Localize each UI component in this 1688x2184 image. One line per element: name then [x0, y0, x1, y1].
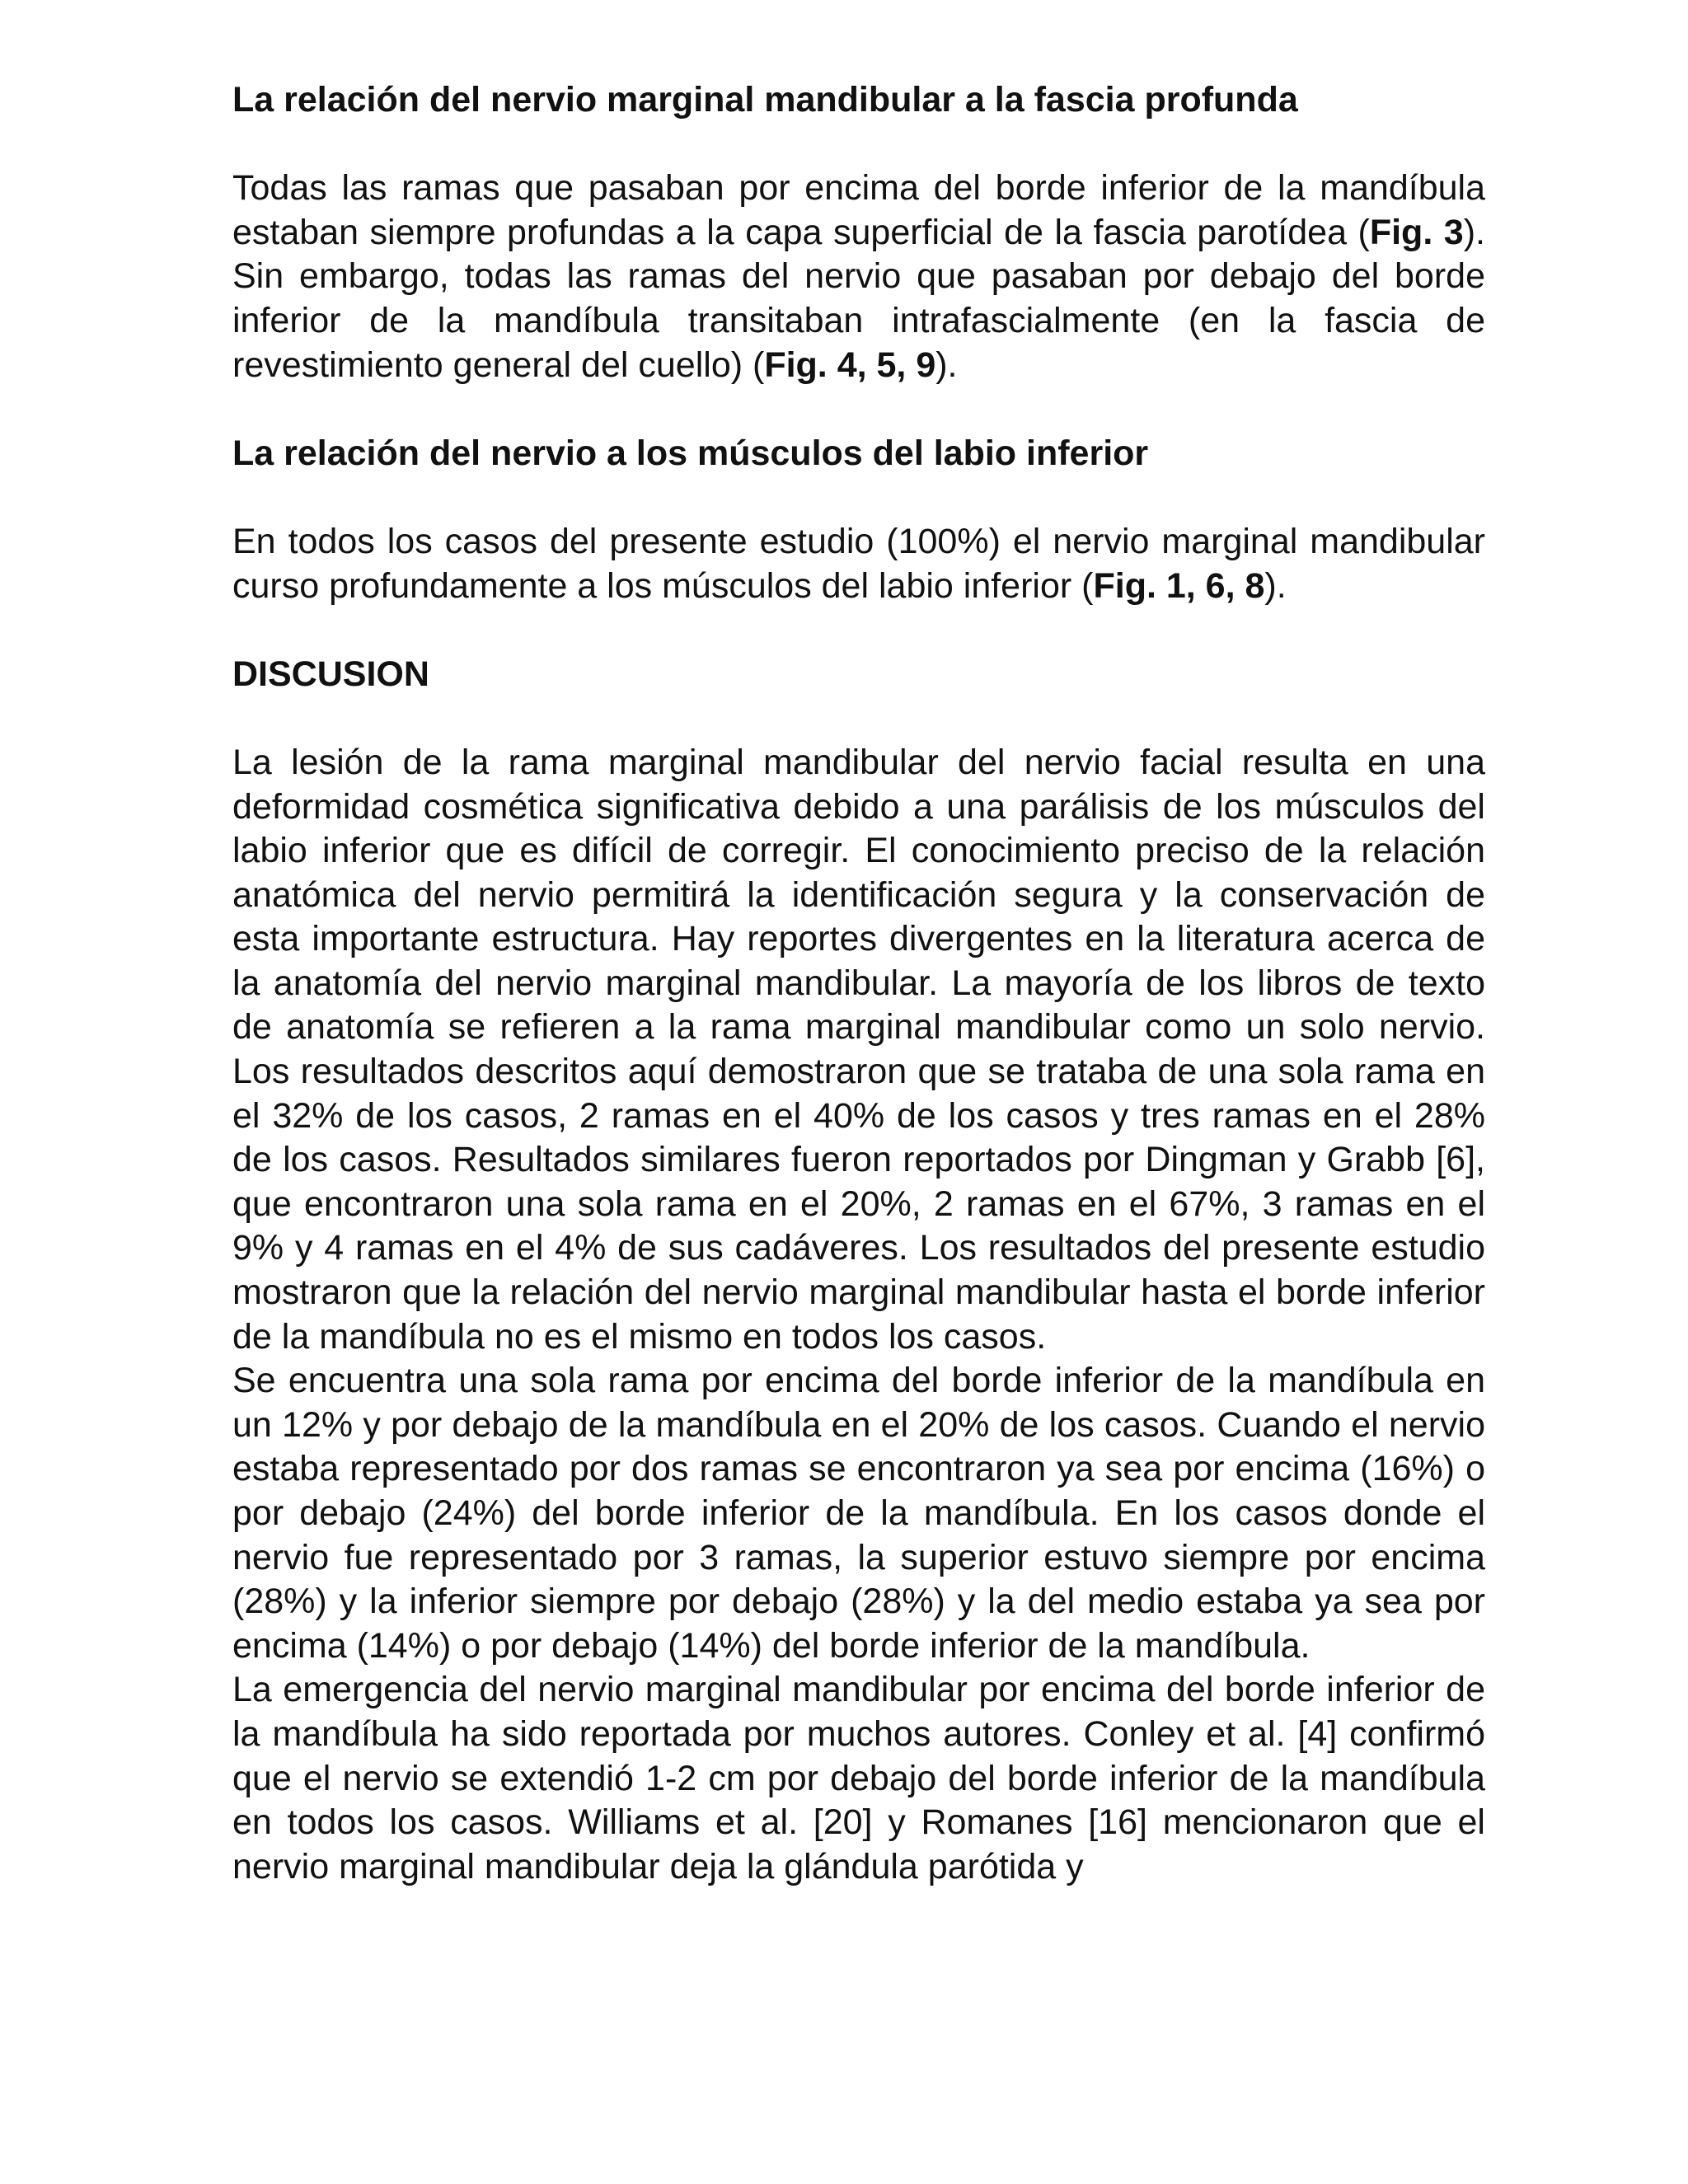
- discussion-heading: DISCUSION: [232, 654, 429, 694]
- document-page: [232, 78, 1485, 1889]
- figure-reference: Fig. 3: [1369, 212, 1464, 252]
- paragraph-text: En todos los casos del presente estudio (100%) el nervio marginal mandibular curso profundamente a los músculos del labio inferior (: [232, 521, 1485, 606]
- spacer: [232, 387, 1485, 432]
- discussion-paragraph-3: La emergencia del nervio marginal mandibular por encima del borde inferior de la mandíbula ha sido reportada por muchos autores. Conley et al. [4] confirmó que el nervio se extendió 1-2 cm por debajo del borde inferior de la mandíbula en todos los casos. Williams et al. [20] y Romanes [16] mencionaron que el nervio marginal mandibular deja la glándula parótida y: [232, 1670, 1485, 1886]
- discussion-paragraph-2: Se encuentra una sola rama por encima del borde inferior de la mandíbula en un 12% y por debajo de la mandíbula en el 20% de los casos. Cuando el nervio estaba representado por dos ramas se encontraron ya sea por encima (16%) o por debajo (24%) del borde inferior de la mandíbula. En los casos donde el nervio fue representado por 3 ramas, la superior estuvo siempre por encima (28%) y la inferior siempre por debajo (28%) y la del medio estaba ya sea por encima (14%) o por debajo (14%) del borde inferior de la mandíbula.: [232, 1361, 1485, 1666]
- spacer: [232, 476, 1485, 520]
- paragraph-text: Todas las ramas que pasaban por encima del borde inferior de la mandíbula estaban siempre profundas a la capa superficial de la fascia parotídea (: [232, 168, 1485, 252]
- paragraph-text: ).: [935, 344, 958, 385]
- section-heading-lip-muscles: La relación del nervio a los músculos del labio inferior: [232, 433, 1149, 473]
- figure-reference: Fig. 4, 5, 9: [764, 344, 936, 385]
- section-heading-deep-fascia: La relación del nervio marginal mandibular a la fascia profunda: [232, 80, 1298, 120]
- paragraph-text: ).: [1264, 565, 1287, 606]
- paragraph-deep-fascia: [232, 166, 1485, 387]
- paragraph-text: ). Sin embargo, todas las ramas del nervio que pasaban por debajo del borde inferior de la mandíbula transitaban intrafascialmente (en la fascia de revestimiento general del cuello) (: [232, 212, 1485, 385]
- spacer: [232, 608, 1485, 653]
- figure-reference: Fig. 1, 6, 8: [1093, 565, 1265, 606]
- spacer: [232, 696, 1485, 741]
- spacer: [232, 123, 1485, 167]
- paragraph-lip-muscles: [232, 520, 1485, 608]
- discussion-paragraph-1: La lesión de la rama marginal mandibular del nervio facial resulta en una deformidad cosmética significativa debido a una parálisis de los músculos del labio inferior que es difícil de corregir. El conocimiento preciso de la relación anatómica del nervio permitirá la identificación segura y la conservación de esta importante estructura. Hay reportes divergentes en la literatura acerca de la anatomía del nervio marginal mandibular. La mayoría de los libros de texto de anatomía se refieren a la rama marginal mandibular como un solo nervio. Los resultados descritos aquí demostraron que se trataba de una sola rama en el 32% de los casos, 2 ramas en el 40% de los casos y tres ramas en el 28% de los casos. Resultados similares fueron reportados por Dingman y Grabb [6], que encontraron una sola rama en el 20%, 2 ramas en el 67%, 3 ramas en el 9% y 4 ramas en el 4% de sus cadáveres. Los resultados del presente estudio mostraron que la relación del nervio marginal mandibular hasta el borde inferior de la mandíbula no es el mismo en todos los casos.: [232, 742, 1485, 1357]
